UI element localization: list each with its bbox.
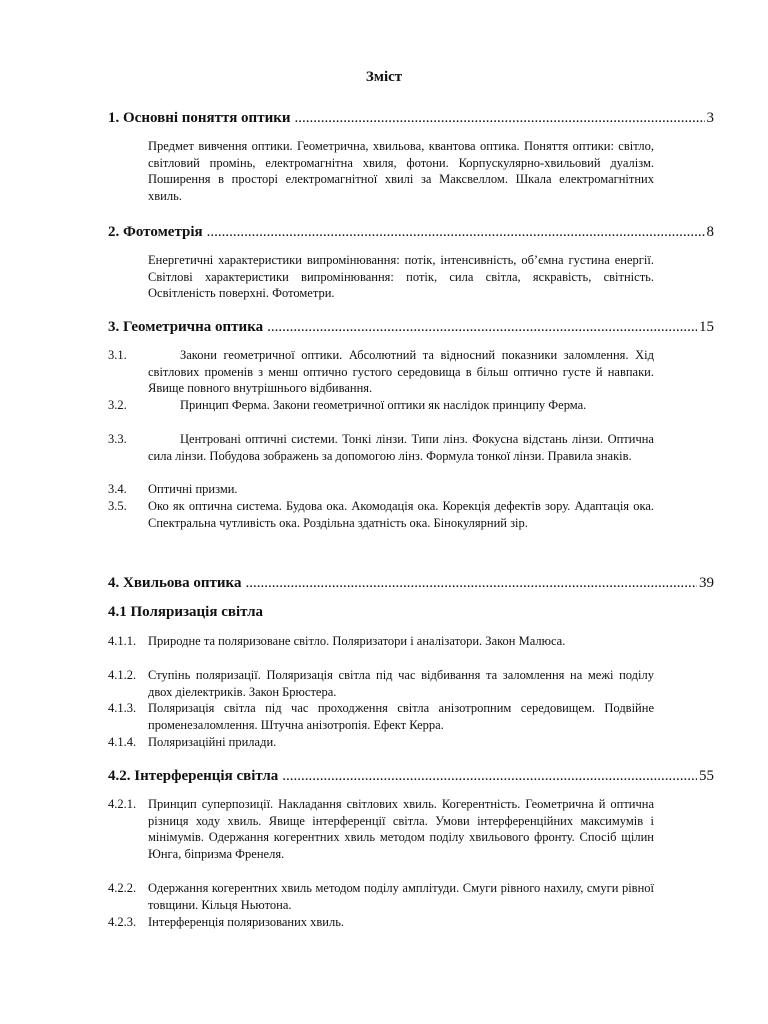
section-summary: Предмет вивчення оптики. Геометрична, хвильова, квантова оптика. Поняття оптики: світло, світловий промінь, електромагнітна хвиля, фотони. Корпускулярно-хвильовий дуалізм. Поширення в просторі електромагнітної хвилі за Максвеллом. Шкала електромагнітних хвиль. <box>148 139 654 203</box>
item-number: 4.2.1. <box>108 797 137 811</box>
item-text: Центровані оптичні системи. Тонкі лінзи. Типи лінз. Фокусна відстань лінзи. Оптична сила лінзи. Побудова зображень за допомогою лінз. Формула тонкої лінзи. Правила знаків. <box>148 432 654 463</box>
list-item <box>108 667 654 700</box>
item-text: Поляризація світла під час проходження світла анізотропним середовищем. Подвійне променезаломлення. Штучна анізотропія. Ефект Керра. <box>148 701 654 732</box>
page-number: 15 <box>699 319 714 335</box>
toc-entry-section-4-2[interactable] <box>108 768 714 785</box>
page-number: 39 <box>699 575 714 591</box>
item-number: 4.2.3. <box>108 915 137 929</box>
page-title: Зміст <box>365 69 403 85</box>
list-item <box>108 633 654 650</box>
toc-entry-section-1[interactable] <box>108 110 714 127</box>
list-item <box>108 431 654 464</box>
item-number: 3.2. <box>108 398 127 412</box>
leader-dots <box>267 319 697 336</box>
subsection-heading[interactable]: 4.1 Поляризація світла <box>108 604 264 620</box>
section-heading: 3. Геометрична оптика <box>108 319 264 335</box>
item-text: Принцип суперпозиції. Накладання світлових хвиль. Когерентність. Геометрична й оптична різниця ходу хвиль. Явище інтерференції світла. Умови інтерференційних максимумів і мінімумів. Одержання когерентних хвиль методом поділу хвильового фронту. Спосіб щілин Юнга, біпризма Френеля. <box>148 797 654 861</box>
list-item <box>108 914 654 931</box>
item-number: 3.3. <box>108 432 127 446</box>
section-heading: 1. Основні поняття оптики <box>108 110 291 126</box>
section-summary: Енергетичні характеристики випромінювання: потік, інтенсивність, об’ємна густина енергії. Світлові характеристики випромінювання: потік, сила світла, яскравість, світність. Освітленість поверхні. Фотометри. <box>148 253 654 300</box>
item-text: Око як оптична система. Будова ока. Акомодація ока. Корекція дефектів зору. Адаптація ока. Спектральна чутливість ока. Роздільна здатність ока. Бінокулярний зір. <box>148 499 654 530</box>
list-item <box>108 700 654 733</box>
item-text: Оптичні призми. <box>148 482 238 496</box>
item-number: 3.1. <box>108 348 127 362</box>
toc-entry-section-3[interactable] <box>108 319 714 336</box>
list-item <box>108 397 654 414</box>
item-number: 4.1.1. <box>108 634 137 648</box>
item-number: 3.4. <box>108 482 127 496</box>
list-item <box>108 481 654 498</box>
item-text: Інтерференція поляризованих хвиль. <box>148 915 345 929</box>
item-number: 3.5. <box>108 499 127 513</box>
list-item <box>108 880 654 913</box>
item-text: Поляризаційні прилади. <box>148 735 277 749</box>
item-text: Принцип Ферма. Закони геометричної оптики як наслідок принципу Ферма. <box>180 398 587 412</box>
list-item <box>108 498 654 531</box>
item-text: Закони геометричної оптики. Абсолютний та відносний показники заломлення. Хід світлових променів з менш оптично густого середовища в більш оптично густе й навпаки. Явище повного внутрішнього відбивання. <box>148 348 654 395</box>
toc-entry-section-2[interactable] <box>108 224 714 241</box>
item-number: 4.2.2. <box>108 881 137 895</box>
page-number: 3 <box>706 110 714 126</box>
page-number: 8 <box>706 224 714 240</box>
item-number: 4.1.4. <box>108 735 137 749</box>
section-heading: 4.2. Інтерференція світла <box>108 768 279 784</box>
item-number: 4.1.2. <box>108 668 137 682</box>
item-text: Ступінь поляризації. Поляризація світла під час відбивання та заломлення на межі поділу двох діелектриків. Закон Брюстера. <box>148 668 654 699</box>
item-text: Одержання когерентних хвиль методом поділу амплітуди. Смуги рівного нахилу, смуги рівної товщини. Кільця Ньютона. <box>148 881 654 912</box>
section-heading: 4. Хвильова оптика <box>108 575 242 591</box>
leader-dots <box>295 110 705 127</box>
leader-dots <box>245 575 697 592</box>
page-number: 55 <box>699 768 714 784</box>
toc-entry-section-4[interactable] <box>108 575 714 592</box>
leader-dots <box>282 768 697 785</box>
section-heading: 2. Фотометрія <box>108 224 203 240</box>
item-text: Природне та поляризоване світло. Поляризатори і аналізатори. Закон Малюса. <box>148 634 566 648</box>
list-item <box>108 347 654 397</box>
list-item <box>108 734 654 751</box>
item-number: 4.1.3. <box>108 701 137 715</box>
leader-dots <box>207 224 705 241</box>
list-item <box>108 796 654 862</box>
